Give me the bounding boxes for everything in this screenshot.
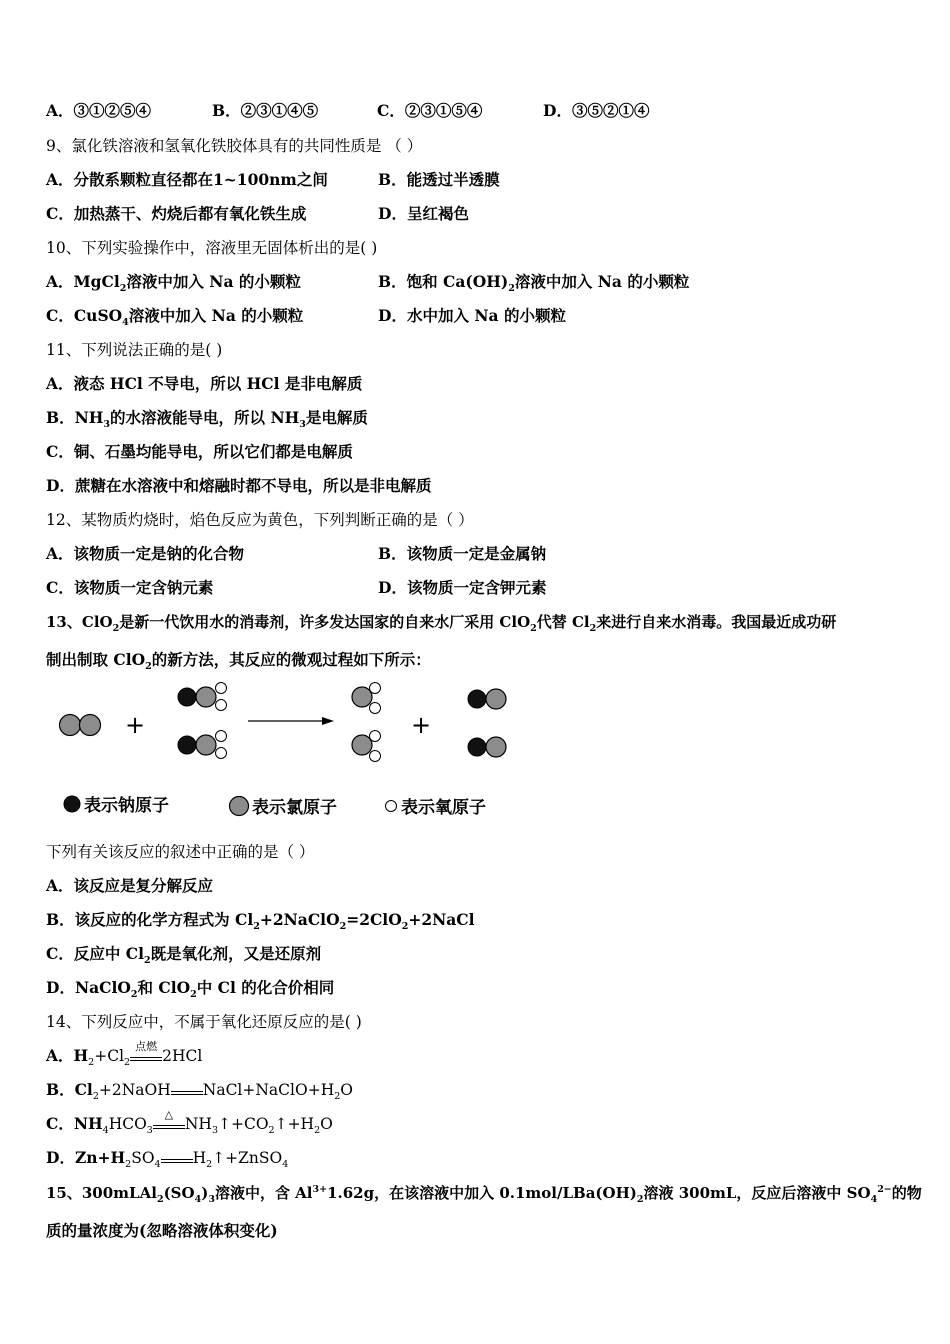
q13-option-c: C．反应中 $Cl_2$既是氧化剂，又是还原剂 — [46, 944, 322, 967]
q14-option-c: C．$NH_4HCO_3$ △ $NH_3↑+CO_2↑+H_2O$ — [46, 1108, 333, 1137]
q12-option-a: A．该物质一定是钠的化合物 — [46, 544, 245, 563]
q13-option-a: A．该反应是复分解反应 — [46, 876, 214, 895]
q11-option-c: C．铜、石墨均能导电，所以它们都是电解质 — [46, 442, 353, 461]
plus-sign-1: + — [125, 711, 146, 739]
q13-option-d: D．NaClO$_2$和 ClO$_2$中 Cl 的化合价相同 — [46, 978, 335, 1001]
plus-sign-2: + — [411, 711, 432, 739]
q14-option-d: D．$Zn+H_2SO_4$ $H_2↑+ZnSO_4$ — [46, 1148, 289, 1171]
equals-with-condition: △ — [153, 1116, 185, 1129]
legend — [64, 795, 486, 818]
q10-option-a: A．MgCl$_2$溶液中加入 Na 的小颗粒 — [46, 272, 301, 295]
q10-option-c: C．CuSO$_4$溶液中加入 Na 的小颗粒 — [46, 306, 304, 329]
q15-stem-line2: 质的量浓度为(忽略溶液体积变化) — [46, 1221, 278, 1240]
equals-sign — [161, 1150, 193, 1163]
q11-option-b: B．$NH_3$的水溶液能导电，所以 $NH_3$是电解质 — [46, 408, 368, 431]
q8-option-a: A．③①②⑤④ — [46, 101, 152, 120]
q9-option-d: D．呈红褐色 — [378, 204, 469, 223]
equals-sign — [171, 1082, 203, 1095]
q11-option-a: A．液态 HCl 不导电，所以 HCl 是非电解质 — [46, 374, 363, 393]
clo2-molecule-2 — [352, 731, 381, 762]
q12-option-d: D．该物质一定含钾元素 — [378, 578, 547, 597]
q13-question: 下列有关该反应的叙述中正确的是（ ） — [46, 843, 315, 861]
legend-oxygen-marker — [386, 801, 397, 812]
q13-option-b: B．该反应的化学方程式为 $Cl_2+2NaClO_2=2ClO_2+2NaCl$ — [46, 910, 475, 933]
legend-sodium-label: 表示钠原子 — [84, 796, 169, 816]
q9-option-b: B．能透过半透膜 — [378, 170, 500, 189]
q14-option-b: B．$Cl_2+2NaOH$ $NaCl+NaClO+H_2O$ — [46, 1080, 353, 1103]
reaction-arrow — [248, 717, 334, 725]
q13-stem-line1: 13、ClO$_2$是新一代饮用水的消毒剂，许多发达国家的自来水厂采用 ClO$_2$代替 $Cl_2$来进行自来水消毒。我国最近成功研 — [46, 613, 837, 634]
legend-chlorine-label: 表示氯原子 — [252, 798, 337, 818]
q12-stem: 12、某物质灼烧时，焰色反应为黄色，下列判断正确的是（ ） — [46, 511, 474, 529]
q9-stem: 9、氯化铁溶液和氢氧化铁胶体具有的共同性质是 （ ） — [46, 137, 423, 155]
nacl-molecule-2 — [468, 737, 506, 757]
q8-option-c: C．②③①⑤④ — [377, 101, 483, 120]
q12-option-c: C．该物质一定含钠元素 — [46, 578, 214, 597]
q15-stem-line1: 15、$300mLAl_2(SO_4)_3$溶液中，含 $Al^{3+}1.62g$，在该溶液中加入 $0.1mol/LBa(OH)_2$溶液 300mL，反应后溶液中 $SO_4^{2-}$的物 — [46, 1184, 922, 1205]
q8-option-b: B．②③①④⑤ — [212, 101, 319, 120]
q9-option-c: C．加热蒸干、灼烧后都有氧化铁生成 — [46, 204, 307, 223]
q11-stem: 11、下列说法正确的是( ) — [46, 341, 223, 359]
q13-stem-line2: 制出制取 ClO$_2$的新方法，其反应的微观过程如下所示： — [46, 650, 431, 673]
q12-option-b: B．该物质一定是金属钠 — [378, 544, 547, 563]
naclo2-molecule-1 — [178, 683, 227, 711]
q9-option-a: A．分散系颗粒直径都在1~100nm之间 — [46, 170, 328, 189]
legend-sodium-marker — [64, 796, 80, 812]
q10-stem: 10、下列实验操作中，溶液里无固体析出的是( ) — [46, 239, 378, 257]
q10-option-d: D．水中加入 Na 的小颗粒 — [378, 306, 566, 325]
legend-chlorine-marker — [230, 797, 249, 816]
q11-option-d: D．蔗糖在水溶液中和熔融时都不导电，所以是非电解质 — [46, 476, 432, 495]
equals-with-condition: 点燃 — [130, 1048, 162, 1061]
legend-oxygen-label: 表示氧原子 — [401, 798, 486, 818]
q14-stem: 14、下列反应中，不属于氧化还原反应的是( ) — [46, 1013, 362, 1031]
q10-option-b: B．饱和 $Ca(OH)_2$溶液中加入 Na 的小颗粒 — [378, 272, 690, 295]
clo2-molecule-1 — [352, 683, 381, 714]
q8-option-d: D．③⑤②①④ — [543, 101, 650, 120]
cl2-molecule — [60, 715, 101, 736]
nacl-molecule-1 — [468, 689, 506, 709]
naclo2-molecule-2 — [178, 731, 227, 759]
q14-option-a: A．$H_2+Cl_2$ 点燃 2HCl — [46, 1040, 203, 1069]
